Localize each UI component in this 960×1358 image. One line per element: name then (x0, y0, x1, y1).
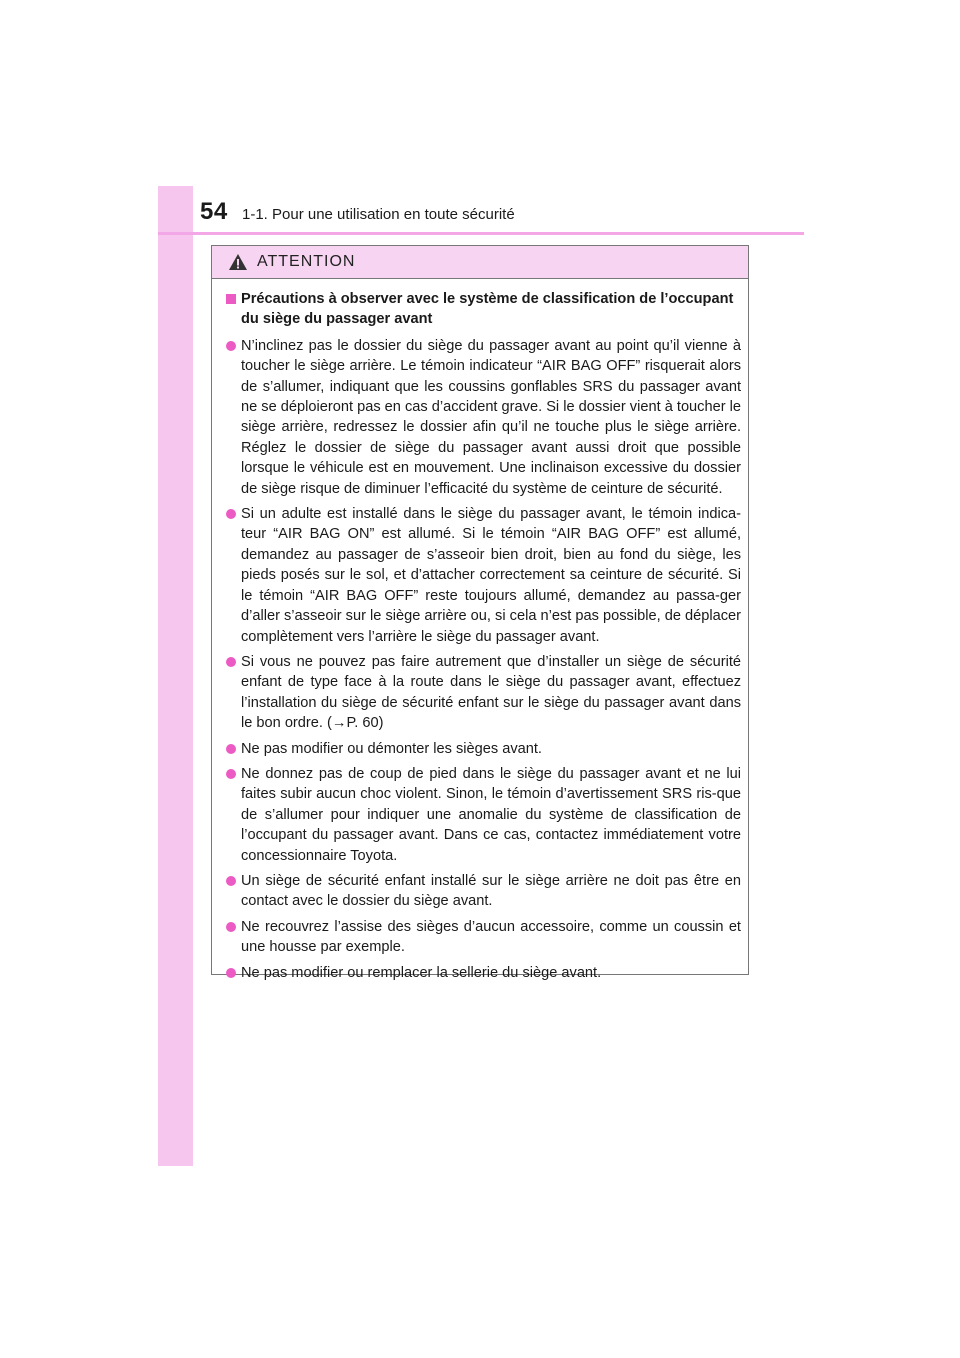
warning-title: ATTENTION (257, 253, 356, 270)
header-rule (158, 232, 804, 235)
list-item (225, 764, 741, 866)
round-bullet-icon (226, 744, 236, 754)
list-item (225, 504, 741, 647)
page-number: 54 (200, 198, 228, 225)
list-item (225, 917, 741, 958)
list-item (225, 871, 741, 912)
list-item-text: Si vous ne pouvez pas faire autrement que d’installer un siège de sécurité enfant de type face à la route dans le siège du passager avant, effectuez l’installation du siège de sécurité enfant sur le siège du passager avant dans le bon ordre. (→P. 60) (241, 653, 741, 732)
section-heading (225, 289, 741, 330)
list-item (225, 739, 741, 759)
round-bullet-icon (226, 657, 236, 667)
list-item (225, 963, 741, 983)
list-item (225, 336, 741, 499)
list-item-text: Si un adulte est installé dans le siège du passager avant, le témoin indica-teur “AIR BAG ON” est allumé. Si le témoin “AIR BAG OFF” est allumé, demandez au passager de s’asseoir bien droit, bien au fond du siège, les pieds posés sur le sol, et d’attacher correctement sa ceinture de sécurité. Si le témoin “AIR BAG OFF” reste toujours allumé, demandez au passa-ger d’aller s’asseoir sur le siège arrière ou, si cela n’est pas possible, de déplacer complètement vers l’arrière le siège du passager avant. (241, 506, 741, 645)
chapter-title: 1-1. Pour une utilisation en toute sécurité (242, 206, 515, 223)
list-item-text: Un siège de sécurité enfant installé sur le siège arrière ne doit pas être en contact avec le dossier du siège avant. (241, 872, 741, 910)
round-bullet-icon (226, 922, 236, 932)
warning-box (211, 245, 749, 981)
list-item (225, 652, 741, 734)
section-heading-text: Précautions à observer avec le système de classification de l’occupant du siège du passager avant (241, 291, 734, 328)
warning-triangle-icon (228, 253, 248, 271)
side-color-band (158, 186, 193, 1166)
list-item-text: Ne pas modifier ou démonter les sièges avant. (241, 740, 542, 757)
round-bullet-icon (226, 509, 236, 519)
round-bullet-icon (226, 876, 236, 886)
list-item-text: N’inclinez pas le dossier du siège du passager avant au point qu’il vienne à toucher le siège arrière. Le témoin indicateur “AIR BAG OFF” risquerait alors de s’allumer, indiquant que les coussins gonflables SRS du passager avant ne se déploieront pas en cas d’accident grave. Si le dossier vient à toucher le siège arrière, redressez le dossier afin qu’il ne touche plus le siège arrière. Réglez le dossier de siège du passager avant aussi droit que possible lorsque le véhicule est en mouvement. Une inclinaison excessive du dossier de siège risque de diminuer l’efficacité du système de ceinture de sécurité. (241, 337, 741, 497)
round-bullet-icon (226, 769, 236, 779)
round-bullet-icon (226, 968, 236, 978)
list-item-text: Ne pas modifier ou remplacer la sellerie du siège avant. (241, 964, 602, 981)
square-bullet-icon (226, 294, 236, 304)
round-bullet-icon (226, 341, 236, 351)
warning-header (212, 246, 748, 279)
list-item-text: Ne donnez pas de coup de pied dans le siège du passager avant et ne lui faites subir aucun choc violent. Sinon, le témoin d’avertissement SRS ris-que de s’allumer pour indiquer une anomalie du système de classification de l’occupant du passager avant. Dans ce cas, contactez immédiatement votre concessionnaire Toyota. (241, 765, 741, 864)
warning-body (212, 279, 748, 983)
list-item-text: Ne recouvrez l’assise des sièges d’aucun accessoire, comme un coussin et une housse par exemple. (241, 918, 741, 956)
